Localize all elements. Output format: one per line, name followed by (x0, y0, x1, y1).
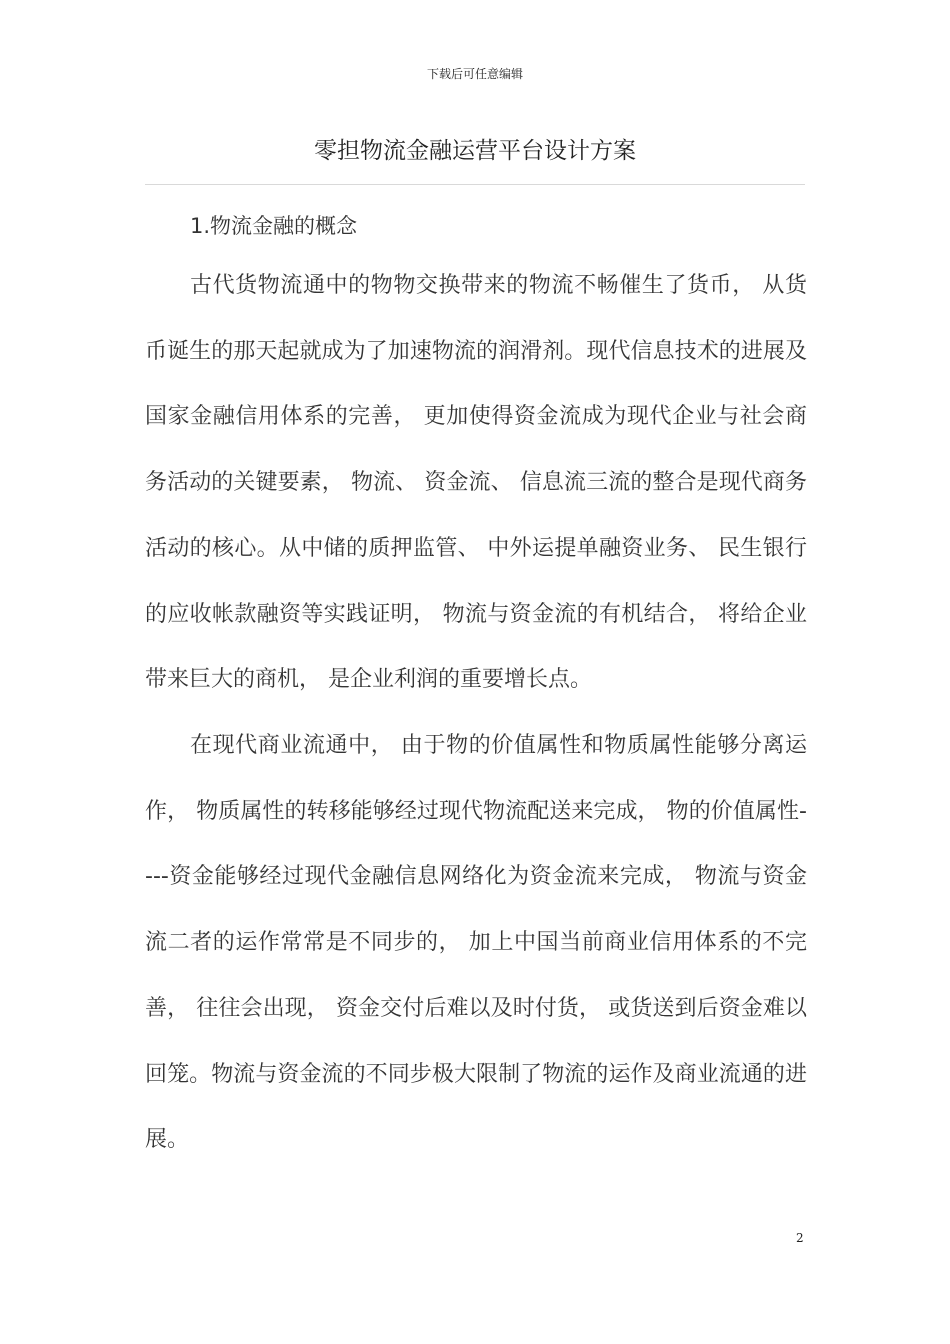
page-header: 下载后可任意编辑 (426, 67, 523, 81)
page-number: 2 (796, 1231, 804, 1245)
document-title: 零担物流金融运营平台设计方案 (314, 138, 636, 164)
title-divider (145, 184, 805, 185)
section-heading: 1.物流金融的概念 (190, 214, 358, 238)
body-paragraph-1: 古代货物流通中的物物交换带来的物流不畅催生了货币， 从货币诞生的那天起就成为了加速物流的润滑剂。现代信息技术的进展及国家金融信用体系的完善， 更加使得资金流成为现代企业与社会商务活动的关键要素， 物流、 资金流、 信息流三流的整合是现代商务活动的核心。从中储的质押监管、 中外运提单融资业务、 民生银行的应收帐款融资等实践证明， 物流与资金流的有机结合， 将给企业带来巨大的商机， 是企业利润的重要增长点。 (145, 273, 807, 693)
body-paragraph-2: 在现代商业流通中， 由于物的价值属性和物质属性能够分离运作， 物质属性的转移能够经过现代物流配送来完成， 物的价值属性----资金能够经过现代金融信息网络化为资金流来完成， 物流与资金流二者的运作常常是不同步的， 加上中国当前商业信用体系的不完善， 往往会出现， 资金交付后难以及时付货， 或货送到后资金难以回笼。物流与资金流的不同步极大限制了物流的运作及商业流通的进展。 (145, 733, 807, 1153)
